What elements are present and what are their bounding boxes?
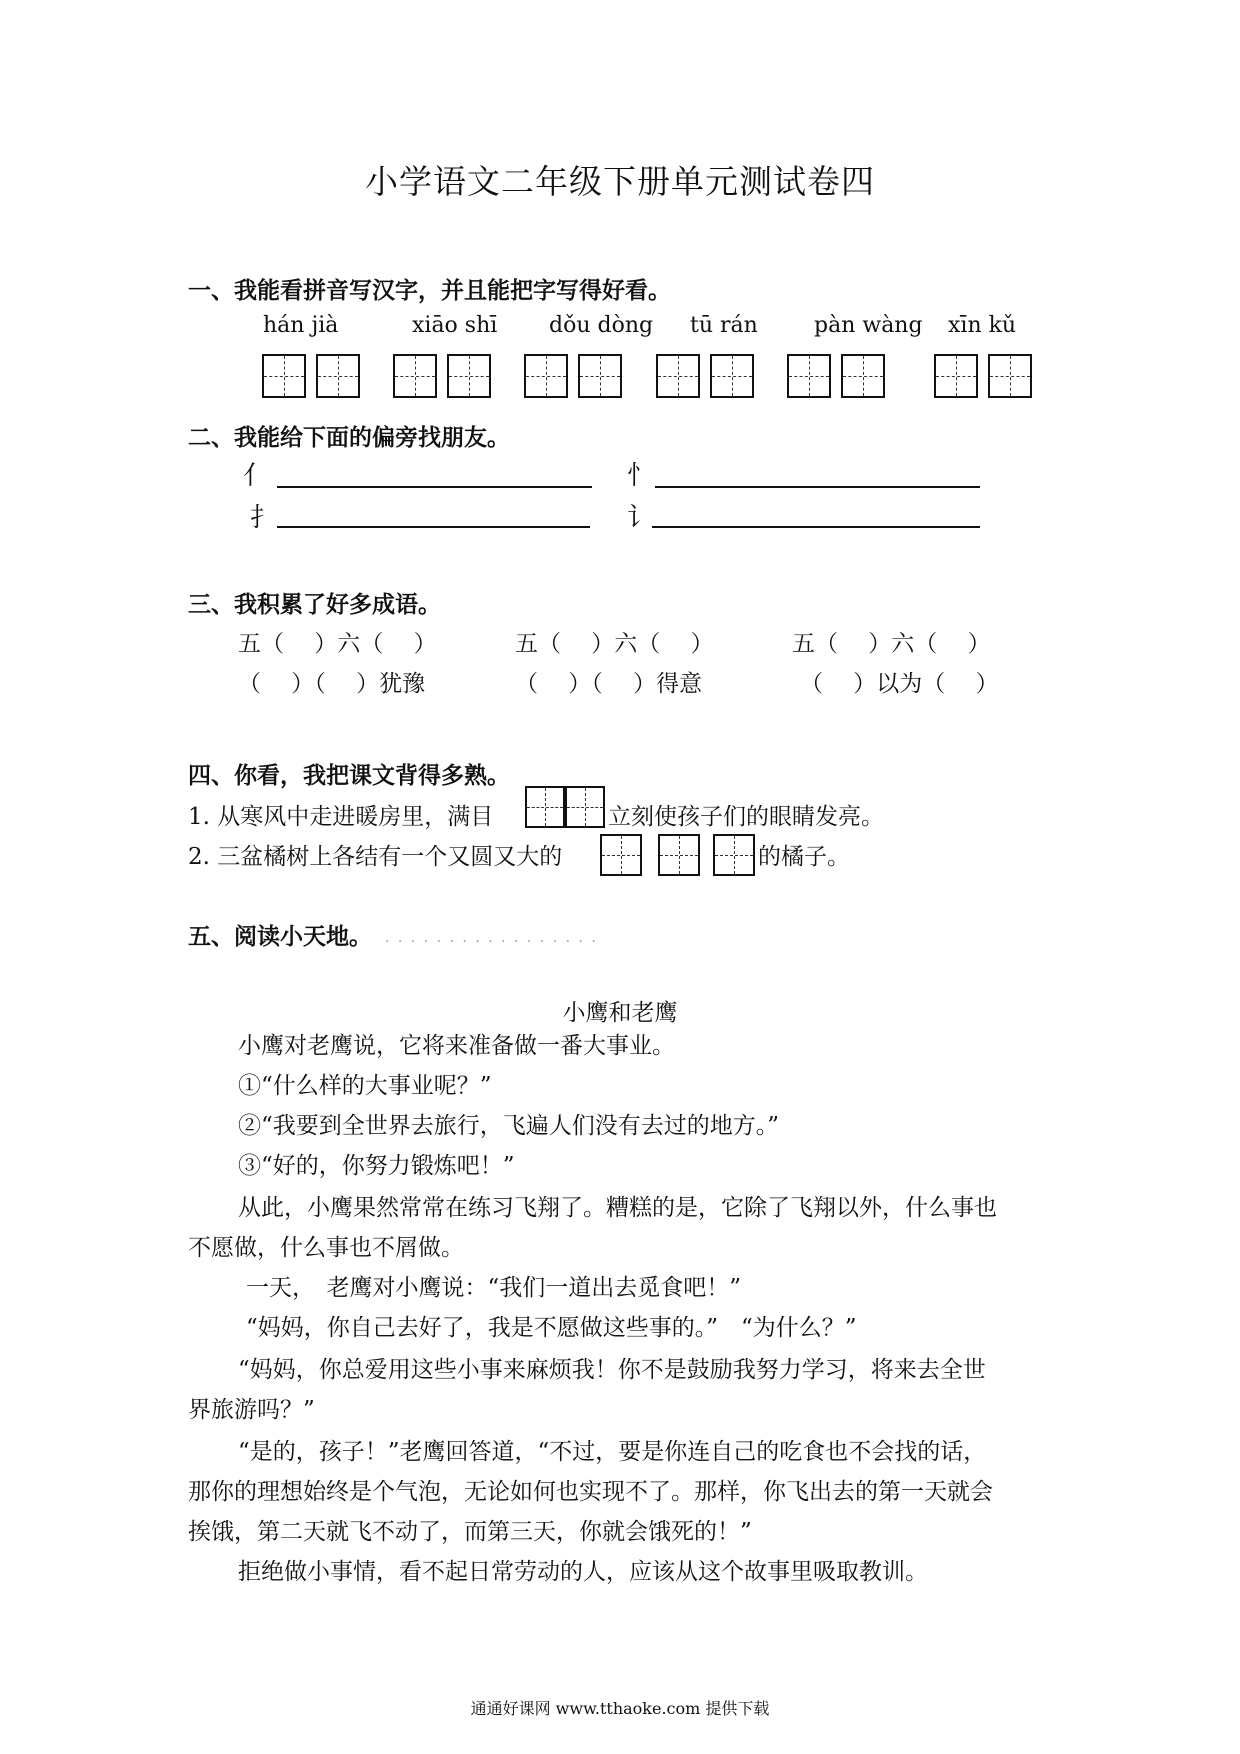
- passage-line: “是的，孩子！”老鹰回答道，“不过，要是你连自己的吃食也不会找的话，: [238, 1439, 987, 1465]
- recite-box[interactable]: [713, 834, 755, 876]
- passage-line: ①“什么样的大事业呢？”: [238, 1073, 492, 1099]
- pinyin-5: pàn wàng: [814, 313, 923, 338]
- passage-line: “妈妈，你总爱用这些小事来麻烦我！你不是鼓励我努力学习，将来去全世: [238, 1357, 986, 1383]
- radical-yan: 讠: [627, 503, 654, 533]
- pinyin-3: dǒu dòng: [549, 313, 654, 338]
- passage-line: 小鹰对老鹰说，它将来准备做一番大事业。: [238, 1033, 675, 1059]
- passage-line: “妈妈，你自己去好了，我是不愿做这些事的。” “为什么？”: [246, 1315, 857, 1341]
- section-2-heading: 二、我能给下面的偏旁找朋友。: [188, 425, 510, 451]
- idiom-blank: 五（ ）六（ ）: [792, 631, 991, 657]
- writing-box[interactable]: [524, 354, 568, 398]
- passage-line: 挨饿，第二天就飞不动了，而第三天，你就会饿死的！”: [188, 1519, 752, 1545]
- answer-line[interactable]: [277, 526, 590, 528]
- idiom-blank: （ ）（ ）犹豫: [238, 671, 426, 697]
- idiom-blank: （ ）（ ）得意: [515, 671, 703, 697]
- passage-line: 界旅游吗？”: [188, 1397, 315, 1423]
- writing-box[interactable]: [988, 354, 1032, 398]
- passage-line: 不愿做，什么事也不屑做。: [188, 1235, 464, 1261]
- pinyin-2: xiāo shī: [412, 313, 498, 338]
- dotted-leader: . . . . . . . . . . . . . . . . .: [385, 930, 598, 946]
- answer-line[interactable]: [652, 526, 980, 528]
- section-4-heading: 四、你看，我把课文背得多熟。: [188, 763, 510, 789]
- idiom-blank: 五（ ）六（ ）: [238, 631, 437, 657]
- section-5-heading: 五、阅读小天地。: [188, 924, 372, 950]
- footer-credit: 通通好课网 www.tthaoke.com 提供下载: [470, 1699, 770, 1718]
- radical-shou: 扌: [250, 503, 277, 533]
- writing-box[interactable]: [841, 354, 885, 398]
- recite-q2-end: 的橘子。: [758, 844, 850, 870]
- recite-q2-start: 2. 三盆橘树上各结有一个又圆又大的: [188, 844, 563, 870]
- pinyin-4: tū rán: [690, 313, 758, 338]
- passage-line: 拒绝做小事情，看不起日常劳动的人，应该从这个故事里吸取教训。: [238, 1559, 928, 1585]
- writing-box[interactable]: [934, 354, 978, 398]
- idiom-blank: 五（ ）六（ ）: [515, 631, 714, 657]
- recite-q1-start: 1. 从寒风中走进暖房里，满目: [188, 804, 494, 830]
- passage-line: 从此，小鹰果然常常在练习飞翔了。糟糕的是，它除了飞翔以外，什么事也: [238, 1195, 997, 1221]
- recite-box[interactable]: [565, 786, 605, 828]
- writing-box[interactable]: [316, 354, 360, 398]
- recite-box[interactable]: [658, 834, 700, 876]
- writing-box[interactable]: [393, 354, 437, 398]
- recite-box[interactable]: [600, 834, 642, 876]
- writing-box[interactable]: [710, 354, 754, 398]
- section-3-heading: 三、我积累了好多成语。: [188, 592, 441, 618]
- writing-box[interactable]: [578, 354, 622, 398]
- recite-box[interactable]: [525, 786, 565, 828]
- pinyin-1: hán jià: [263, 313, 339, 338]
- idiom-blank: （ ）以为（ ）: [800, 671, 999, 697]
- passage-line: 那你的理想始终是个气泡，无论如何也实现不了。那样，你飞出去的第一天就会: [188, 1479, 993, 1505]
- recite-q1-end: 立刻使孩子们的眼睛发亮。: [608, 804, 884, 830]
- radical-xin: 忄: [627, 461, 654, 491]
- passage-line: ③“好的，你努力锻炼吧！”: [238, 1153, 515, 1179]
- writing-box[interactable]: [787, 354, 831, 398]
- writing-box[interactable]: [656, 354, 700, 398]
- section-1-heading: 一、我能看拼音写汉字，并且能把字写得好看。: [188, 278, 671, 304]
- passage-line: ②“我要到全世界去旅行，飞遍人们没有去过的地方。”: [238, 1113, 780, 1139]
- page-title: 小学语文二年级下册单元测试卷四: [365, 162, 875, 201]
- answer-line[interactable]: [655, 486, 980, 488]
- story-title: 小鹰和老鹰: [562, 1000, 678, 1026]
- writing-box[interactable]: [447, 354, 491, 398]
- answer-line[interactable]: [277, 486, 592, 488]
- pinyin-6: xīn kǔ: [948, 313, 1017, 338]
- radical-ren: 亻: [243, 461, 270, 491]
- writing-box[interactable]: [262, 354, 306, 398]
- passage-line: 一天， 老鹰对小鹰说：“我们一道出去觅食吧！”: [246, 1275, 742, 1301]
